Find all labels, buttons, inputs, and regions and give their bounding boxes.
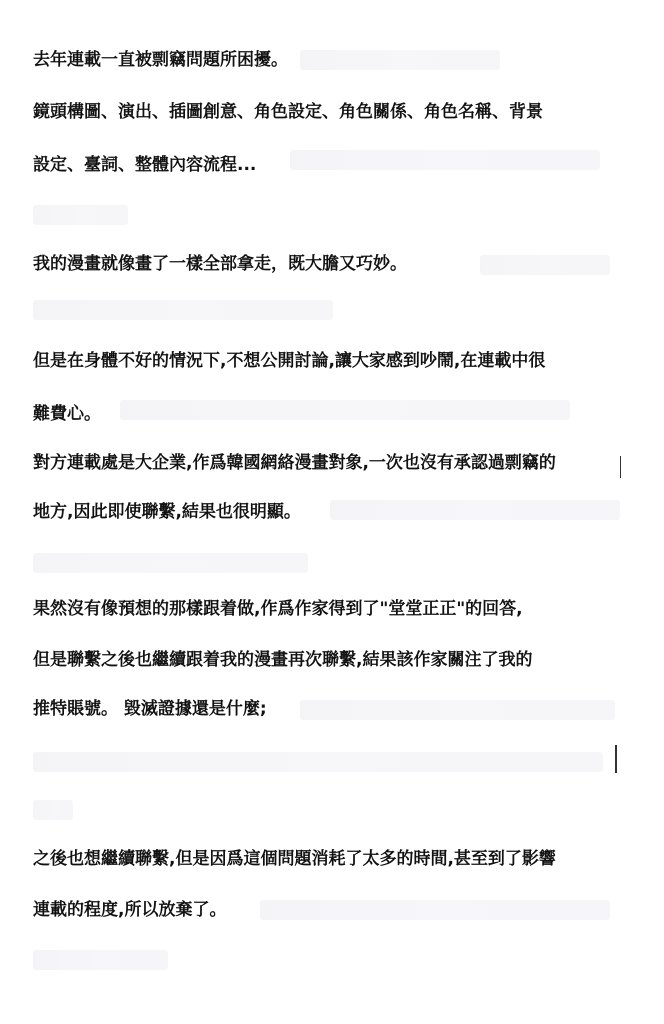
- text-line: 但是聯繫之後也繼續跟着我的漫畫再次聯繫,結果該作家關注了我的: [33, 650, 533, 670]
- edge-mark: [615, 745, 617, 773]
- text-line: 我的漫畫就像畫了一樣全部拿走，既大膽又巧妙。: [33, 254, 407, 274]
- bleed-through-mark: [33, 950, 168, 970]
- text-line: 地方,因此即使聯繫,結果也很明顯。: [33, 502, 301, 522]
- text-line: 果然沒有像預想的那樣跟着做,作爲作家得到了"堂堂正正"的回答,: [33, 599, 523, 619]
- text-line: 但是在身體不好的情況下,不想公開討論,讓大家感到吵鬧,在連載中很: [33, 351, 546, 371]
- bleed-through-mark: [33, 553, 308, 573]
- bleed-through-mark: [33, 300, 333, 320]
- text-line: 對方連載處是大企業,作爲韓國網絡漫畫對象,一次也沒有承認過剽竊的: [33, 453, 556, 473]
- bleed-through-mark: [33, 205, 128, 225]
- text-line: 連載的程度,所以放棄了。: [33, 900, 227, 920]
- text-line: 設定、臺詞、整體內容流程...: [33, 155, 257, 175]
- text-line: 鏡頭構圖、演出、插圖創意、角色設定、角色關係、角色名稱、背景: [33, 102, 543, 122]
- bleed-through-mark: [33, 752, 603, 772]
- bleed-through-mark: [33, 800, 73, 820]
- text-line: 推特賬號。 毀滅證據還是什麼;: [33, 699, 267, 719]
- text-line: 難費心。: [33, 404, 101, 424]
- text-line: 之後也想繼續聯繫,但是因爲這個問題消耗了太多的時間,甚至到了影響: [33, 849, 556, 869]
- text-line: 去年連載一直被剽竊問題所困擾。: [33, 50, 288, 70]
